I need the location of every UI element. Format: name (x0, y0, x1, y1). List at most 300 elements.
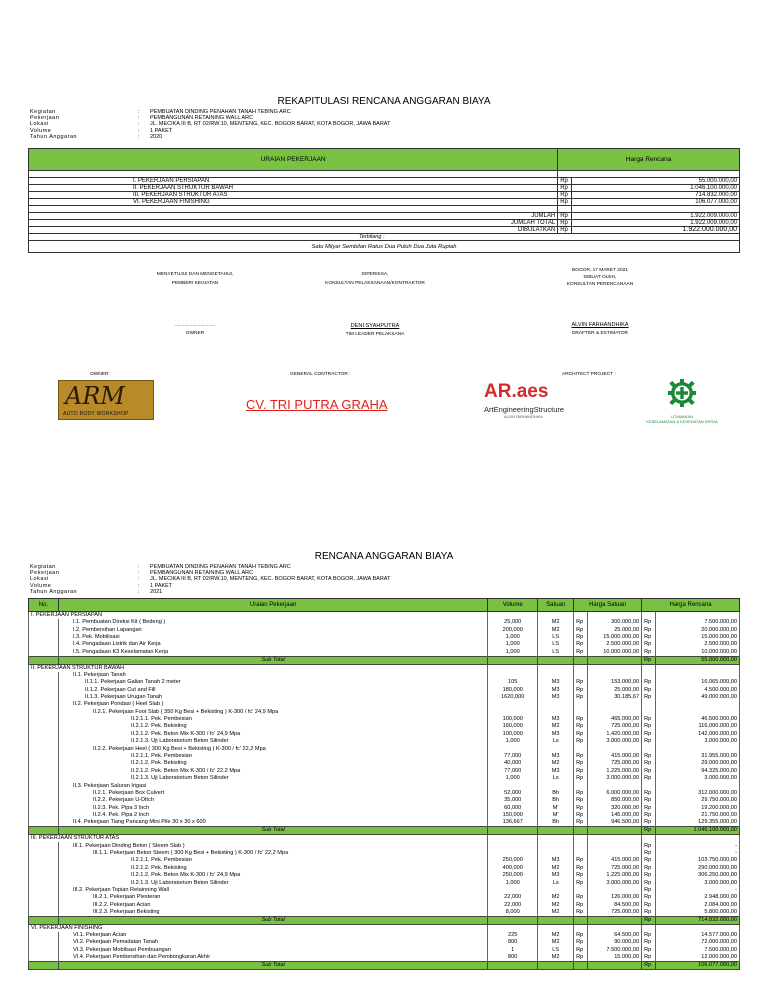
contractor-name: CV. TRI PUTRA GRAHA (246, 397, 388, 412)
info-value: PEMBANGUNAN RETAINING WALL ARC (150, 570, 254, 577)
satuan-cell: M2 (538, 619, 574, 626)
satuan-cell: M2 (538, 909, 574, 917)
harga-rencana-cell: 21.750.000,00 (656, 812, 740, 819)
rekap-row-value: 714.832.000,00 (572, 192, 740, 199)
harga-rencana-cell: 49.000.000,00 (656, 694, 740, 701)
volume-cell: 150,000 (488, 812, 538, 819)
satuan-cell: Bh (538, 790, 574, 797)
rp-cell: Rp (642, 649, 656, 657)
item-row (29, 626, 740, 633)
rekap-row-label: II. PEKERJAAN STRUKTUR BAWAH (29, 185, 558, 192)
harga-rencana-cell: 103.750.000,00 (656, 857, 740, 864)
uraian-cell: II.2.4. Pek. Pipa 2 Inch (58, 812, 487, 819)
no-cell (29, 916, 59, 924)
satuan-cell: M3 (538, 694, 574, 701)
item-row (29, 672, 740, 679)
rp-cell: Rp (574, 731, 588, 738)
info-value: 1 PAKET (150, 582, 173, 589)
info-value: 2021 (150, 588, 163, 595)
harga-satuan-cell: 30.185,67 (588, 694, 642, 701)
item-row (29, 709, 740, 716)
rp-cell: Rp (642, 716, 656, 723)
rekap-table (28, 148, 740, 253)
sig-left-name: .............................. (175, 323, 215, 328)
harga-satuan-cell: 2.500.000,00 (588, 641, 642, 648)
arm-logo-text: ARM (65, 382, 125, 410)
rekap-row (29, 192, 740, 199)
info-row: Kegiatan : PEMBUATAN DINDING PENAHAN TANAH TEBING ARC (30, 109, 291, 115)
harga-rencana-cell: 20.000.000,00 (656, 626, 740, 633)
harga-rencana-cell: 3.000.000,00 (656, 738, 740, 745)
no-cell (29, 909, 59, 917)
volume-cell: 1,000 (488, 775, 538, 782)
item-row (29, 857, 740, 864)
info-key: Pekerjaan (30, 115, 60, 122)
harga-rencana-cell (656, 709, 740, 716)
volume-cell: 35,000 (488, 797, 538, 804)
rp-cell: Rp (642, 656, 656, 664)
item-row (29, 738, 740, 745)
no-cell (29, 850, 59, 857)
volume-cell: 105 (488, 679, 538, 686)
harga-satuan-cell: 946.500,00 (588, 819, 642, 827)
harga-satuan-cell: 320.000,00 (588, 805, 642, 812)
rp-cell (574, 672, 588, 679)
volume-cell (488, 745, 538, 752)
item-row (29, 641, 740, 648)
sig-right-date: BOGOR, 17 MARET 2021 (572, 268, 628, 273)
satuan-cell: M' (538, 805, 574, 812)
volume-cell: 100,000 (488, 716, 538, 723)
item-row (29, 872, 740, 879)
rab-info (30, 564, 630, 595)
item-row (29, 753, 740, 760)
empty-cell (574, 835, 588, 843)
empty-cell (588, 924, 642, 932)
rp-cell: Rp (642, 879, 656, 886)
satuan-cell: LS (538, 641, 574, 648)
satuan-cell: M3 (538, 686, 574, 693)
harga-rencana-cell: 31.955.000,00 (656, 753, 740, 760)
info-row: Kegiatan : PEMBUATAN DINDING PENAHAN TANAH TEBING ARC (30, 564, 291, 570)
harga-satuan-cell: 3.000.000,00 (588, 738, 642, 745)
rp-cell: Rp (574, 797, 588, 804)
empty-cell (642, 664, 656, 672)
satuan-cell (538, 701, 574, 708)
empty-cell (488, 664, 538, 672)
rp-label: Rp (558, 185, 572, 192)
volume-cell: 1,000 (488, 649, 538, 657)
harga-rencana-cell: 2.084.000,00 (656, 902, 740, 909)
empty-cell (488, 612, 538, 620)
uraian-cell: II.4. Pekerjaan Tiang Pancang Mini Pile 30 x 30 x 600 (58, 819, 487, 827)
uraian-cell: II.1.1. Pekerjaan Galian Tanah 2 meter (58, 679, 487, 686)
contractor-label: GENERAL CONTRACTOR : (290, 372, 351, 377)
uraian-cell: II.2.1.2. Pek. Bekisting (58, 760, 487, 767)
jumlah-value: 1.922.009.000,00 (572, 213, 740, 220)
sig-right-title: DRAFTER & ESTIMATOR (571, 331, 629, 336)
rab-title: RENCANA ANGGARAN BIAYA (314, 551, 454, 562)
harga-satuan-cell (588, 745, 642, 752)
volume-cell: 200,000 (488, 626, 538, 633)
volume-cell (488, 709, 538, 716)
sig-mid (290, 272, 460, 337)
harga-rencana-cell: 106.077.000,00 (656, 962, 740, 970)
rp-cell: Rp (642, 626, 656, 633)
info-key: Kegiatan (30, 109, 56, 115)
item-row (29, 760, 740, 767)
harga-satuan-cell: 300.000,00 (588, 619, 642, 626)
no-cell (29, 626, 59, 633)
harga-satuan-cell: 3.000.000,00 (588, 879, 642, 886)
satuan-cell: LS (538, 649, 574, 657)
no-cell (29, 879, 59, 886)
harga-rencana-cell: 12.000.000,00 (656, 954, 740, 962)
rp-cell: Rp (642, 842, 656, 849)
no-cell (29, 954, 59, 962)
no-cell (29, 790, 59, 797)
item-row (29, 932, 740, 939)
rp-cell: Rp (642, 723, 656, 730)
item-row (29, 686, 740, 693)
empty-cell (642, 924, 656, 932)
k3-line1: UTAMAKAN (671, 414, 693, 419)
rekap-row (29, 199, 740, 206)
rp-cell: Rp (642, 872, 656, 879)
k3-cross-gear-icon (667, 378, 697, 408)
harga-satuan-cell (588, 701, 642, 708)
rp-cell: Rp (574, 694, 588, 701)
uraian-cell: II.2.1.2. Pek. Beton Mix K-300 / fc' 24,9 Mpa (58, 872, 487, 879)
harga-satuan-cell: 145.000,00 (588, 812, 642, 819)
sig-right-top: DIBUAT OLEH, (583, 275, 617, 280)
info-key: Tahun Anggaran (30, 588, 78, 595)
terbilang-text: Satu Milyar Sembilan Ratus Dua Puluh Dua Juta Rupiah (29, 241, 740, 253)
harga-satuan-cell: 64.500,00 (588, 932, 642, 939)
rp-cell (574, 850, 588, 857)
empty-cell (642, 835, 656, 843)
uraian-cell: II.2.1.2. Pek. Beton Mix K-300 / fc' 22,2 Mpa (58, 768, 487, 775)
no-cell (29, 797, 59, 804)
item-row (29, 887, 740, 894)
info-key: Tahun Anggaran (30, 133, 78, 140)
no-cell (29, 656, 59, 664)
no-cell (29, 716, 59, 723)
no-cell (29, 619, 59, 626)
info-row: Volume : 1 PAKET (30, 582, 173, 589)
volume-cell: 52,000 (488, 790, 538, 797)
uraian-cell: VI.3. Pekerjaan Mobilsasi Pembuangan (58, 947, 487, 954)
empty-cell (488, 924, 538, 932)
info-value: PEMBANGUNAN RETAINING WALL ARC (150, 115, 254, 122)
harga-satuan-cell: 7.500.000,00 (588, 947, 642, 954)
rp-cell: Rp (574, 738, 588, 745)
satuan-cell: M2 (538, 865, 574, 872)
info-row: Tahun Anggaran : 2020 (30, 133, 163, 140)
jumlah-total-label: JUMLAH TOTAL (29, 220, 558, 227)
section-title: III. PEKERJAAN STRUKTUR ATAS (29, 835, 488, 843)
k3-line2: KESELAMATAN & KESEHATAN KERJA (646, 419, 718, 424)
satuan-cell: M2 (538, 932, 574, 939)
satuan-cell: LS (538, 634, 574, 641)
uraian-cell: I.2. Pembersihan Lapangan (58, 626, 487, 633)
rp-cell: Rp (574, 939, 588, 946)
rp-label: Rp (558, 220, 572, 227)
harga-rencana-cell: 290.000.000,00 (656, 865, 740, 872)
uraian-cell: II.1.2. Pekerjaan Cut and Fill (58, 686, 487, 693)
harga-satuan-cell (588, 709, 642, 716)
rp-cell: Rp (642, 812, 656, 819)
harga-rencana-cell: 7.500.000,00 (656, 947, 740, 954)
rekap-row-label: I. PEKERJAAN PERSIAPAN (29, 178, 558, 185)
no-cell (29, 812, 59, 819)
no-cell (29, 932, 59, 939)
no-cell (29, 760, 59, 767)
rab-header-row (29, 599, 740, 612)
satuan-cell: M3 (538, 768, 574, 775)
satuan-cell (538, 709, 574, 716)
harga-satuan-cell: 850.000,00 (588, 797, 642, 804)
rp-cell: Rp (642, 805, 656, 812)
harga-rencana-cell: 29.750.000,00 (656, 797, 740, 804)
uraian-cell: II.2.2. Pekerjaan U-Ditch (58, 797, 487, 804)
rp-cell: Rp (642, 775, 656, 782)
satuan-cell: M2 (538, 626, 574, 633)
empty-cell (538, 612, 574, 620)
uraian-cell: II.2.1.2. Pek. Beton Mix K-300 / fc' 24,9 Mpa (58, 731, 487, 738)
volume-cell: 250,000 (488, 857, 538, 864)
header-volume: Volume (488, 599, 538, 612)
satuan-cell: Ls (538, 879, 574, 886)
item-row (29, 723, 740, 730)
item-row (29, 775, 740, 782)
no-cell (29, 634, 59, 641)
rp-cell: Rp (574, 819, 588, 827)
harga-rencana-cell: 3.000.000,00 (656, 775, 740, 782)
harga-satuan-cell: 84.500,00 (588, 902, 642, 909)
volume-cell: 22,000 (488, 894, 538, 901)
info-row: Lokasi : JL. MECIKA III B, RT 02/RW.10, MENTENG, KEC. BOGOR BARAT, KOTA BOGOR, JAWA BARAT (30, 121, 391, 128)
volume-cell (488, 850, 538, 857)
harga-rencana-cell: 3.000.000,00 (656, 879, 740, 886)
item-row (29, 649, 740, 657)
harga-satuan-cell (588, 916, 642, 924)
volume-cell (488, 701, 538, 708)
harga-rencana-cell: 714.832.000,00 (656, 916, 740, 924)
satuan-cell: M2 (538, 760, 574, 767)
satuan-cell: M2 (538, 939, 574, 946)
no-cell (29, 679, 59, 686)
satuan-cell: Bh (538, 797, 574, 804)
item-row (29, 947, 740, 954)
uraian-cell: III.2.2. Pekerjaan Acian (58, 902, 487, 909)
sig-left-role: PEMBERI KEGIATAN (171, 281, 219, 286)
no-cell (29, 694, 59, 701)
harga-rencana-cell (656, 672, 740, 679)
harga-satuan-cell: 25.000,00 (588, 626, 642, 633)
rp-cell: Rp (574, 879, 588, 886)
item-row (29, 679, 740, 686)
volume-cell (488, 672, 538, 679)
info-key: Lokasi (30, 576, 49, 583)
uraian-cell: I.4. Pengadaan Listrik dan Air Kerja (58, 641, 487, 648)
harga-satuan-cell: 15.000.000,00 (588, 634, 642, 641)
uraian-cell: III.2. Pekerjaan Topian Retainning Wall (58, 887, 487, 894)
uraian-cell: II.2.1.1. Pek. Pembesian (58, 857, 487, 864)
section-row (29, 835, 740, 843)
item-row (29, 731, 740, 738)
jumlah-label: JUMLAH (29, 213, 558, 220)
rp-cell (574, 962, 588, 970)
rp-cell: Rp (574, 954, 588, 962)
item-row (29, 768, 740, 775)
rp-cell (642, 701, 656, 708)
harga-rencana-cell: 306.250.000,00 (656, 872, 740, 879)
no-cell (29, 768, 59, 775)
no-cell (29, 872, 59, 879)
empty-cell (538, 924, 574, 932)
satuan-cell (538, 962, 574, 970)
harga-rencana-cell: 55.000.000,00 (656, 656, 740, 664)
arm-logo-subtext: AUTO BODY WORKSHOP (63, 411, 129, 417)
uraian-cell: II.2.1.2. Pek. Bekisting (58, 865, 487, 872)
uraian-cell: III.1. Pekerjaan Dinding Beton ( Steem Slab ) (58, 842, 487, 849)
volume-cell: 22,000 (488, 902, 538, 909)
satuan-cell: Bh (538, 819, 574, 827)
rp-cell: Rp (642, 962, 656, 970)
volume-cell (488, 962, 538, 970)
item-row (29, 909, 740, 917)
harga-satuan-cell: 10.000.000,00 (588, 649, 642, 657)
rp-cell: Rp (642, 902, 656, 909)
rekap-jumlah-total-row (29, 220, 740, 227)
rp-label: Rp (558, 178, 572, 185)
satuan-cell (538, 745, 574, 752)
empty-cell (588, 612, 642, 620)
harga-rencana-cell: 5.800.000,00 (656, 909, 740, 917)
item-row (29, 619, 740, 626)
uraian-cell: II.2.1.3. Uji Laboratorium Beton Silinder (58, 738, 487, 745)
empty-cell (642, 612, 656, 620)
harga-satuan-cell (588, 962, 642, 970)
empty-cell (656, 612, 740, 620)
uraian-cell: II.2.1. Pekerjaan Foot Slab ( 350 Kg Besi + Bekisting ) K-300 / fc' 24,9 Mpa (58, 709, 487, 716)
rekap-row (29, 178, 740, 185)
no-cell (29, 865, 59, 872)
uraian-cell: II.3. Pekerjaan Saluran Irigasi (58, 782, 487, 789)
volume-cell (488, 842, 538, 849)
satuan-cell (538, 672, 574, 679)
volume-cell: 1,000 (488, 738, 538, 745)
item-row (29, 790, 740, 797)
harga-rencana-cell: - (656, 850, 740, 857)
harga-satuan-cell (588, 827, 642, 835)
empty-cell (656, 924, 740, 932)
harga-rencana-cell: 72.000.000,00 (656, 939, 740, 946)
empty-cell (574, 924, 588, 932)
info-row: Volume : 1 PAKET (30, 127, 173, 134)
architect-label: ARCHITECT PROJECT : (562, 372, 616, 377)
harga-rencana-cell: 129.355.000,00 (656, 819, 740, 827)
uraian-cell: III.2.1. Pekerjaan Plesteran (58, 894, 487, 901)
info-value: PEMBUATAN DINDING PENAHAN TANAH TEBING ARC (150, 564, 291, 570)
rp-cell: Rp (574, 723, 588, 730)
harga-rencana-cell (656, 745, 740, 752)
rp-cell: Rp (642, 850, 656, 857)
sig-right (530, 268, 670, 336)
harga-rencana-cell: - (656, 842, 740, 849)
harga-satuan-cell: 153.000,00 (588, 679, 642, 686)
harga-satuan-cell: 725.000,00 (588, 909, 642, 917)
rp-cell: Rp (574, 790, 588, 797)
header-uraian: Uraian Pekerjaan (58, 599, 487, 612)
item-row (29, 805, 740, 812)
item-row (29, 954, 740, 962)
uraian-cell: II.1.3. Pekerjaan Urugan Tanah (58, 694, 487, 701)
harga-satuan-cell: 725.000,00 (588, 723, 642, 730)
rp-cell (574, 656, 588, 664)
rp-cell: Rp (642, 894, 656, 901)
harga-satuan-cell: 25.000,00 (588, 686, 642, 693)
volume-cell: 1,000 (488, 634, 538, 641)
harga-satuan-cell (588, 672, 642, 679)
empty-cell (538, 664, 574, 672)
sig-mid-role: KONSULTAN PELAKSANAAN/KONTRAKTOR (325, 281, 425, 286)
info-row: Tahun Anggaran : 2021 (30, 588, 163, 595)
satuan-cell (538, 656, 574, 664)
satuan-cell: M3 (538, 872, 574, 879)
subtotal-row (29, 827, 740, 835)
satuan-cell: M2 (538, 954, 574, 962)
rp-cell (574, 709, 588, 716)
harga-satuan-cell: 1.420.000,00 (588, 731, 642, 738)
harga-rencana-cell: 46.500.000,00 (656, 716, 740, 723)
harga-rencana-cell: 14.577.000,00 (656, 932, 740, 939)
no-cell (29, 857, 59, 864)
empty-cell (538, 835, 574, 843)
satuan-cell (538, 842, 574, 849)
sig-left (120, 272, 270, 336)
uraian-cell: Sub Total (58, 827, 487, 835)
harga-satuan-cell: 725.000,00 (588, 760, 642, 767)
rp-cell: Rp (642, 790, 656, 797)
volume-cell: 77,000 (488, 753, 538, 760)
harga-rencana-cell: 4.500.000,00 (656, 686, 740, 693)
rp-cell: Rp (574, 872, 588, 879)
info-value: JL. MECIKA III B, RT 02/RW.10, MENTENG, KEC. BOGOR BARAT, KOTA BOGOR, JAWA BARAT (150, 121, 391, 128)
item-row (29, 865, 740, 872)
satuan-cell: M2 (538, 902, 574, 909)
rp-cell: Rp (574, 947, 588, 954)
volume-cell: 100,000 (488, 731, 538, 738)
no-cell (29, 962, 59, 970)
rp-cell: Rp (642, 753, 656, 760)
rp-cell: Rp (574, 760, 588, 767)
volume-cell: 1,000 (488, 641, 538, 648)
uraian-cell: Sub Total (58, 656, 487, 664)
rp-cell (574, 701, 588, 708)
rekap-info (30, 109, 630, 140)
rp-cell: Rp (574, 909, 588, 917)
volume-cell (488, 887, 538, 894)
rp-cell: Rp (574, 649, 588, 657)
item-row (29, 701, 740, 708)
volume-cell: 1,000 (488, 879, 538, 886)
rp-cell (574, 827, 588, 835)
harga-rencana-cell: 29.000.000,00 (656, 760, 740, 767)
satuan-cell: M2 (538, 723, 574, 730)
satuan-cell (538, 827, 574, 835)
